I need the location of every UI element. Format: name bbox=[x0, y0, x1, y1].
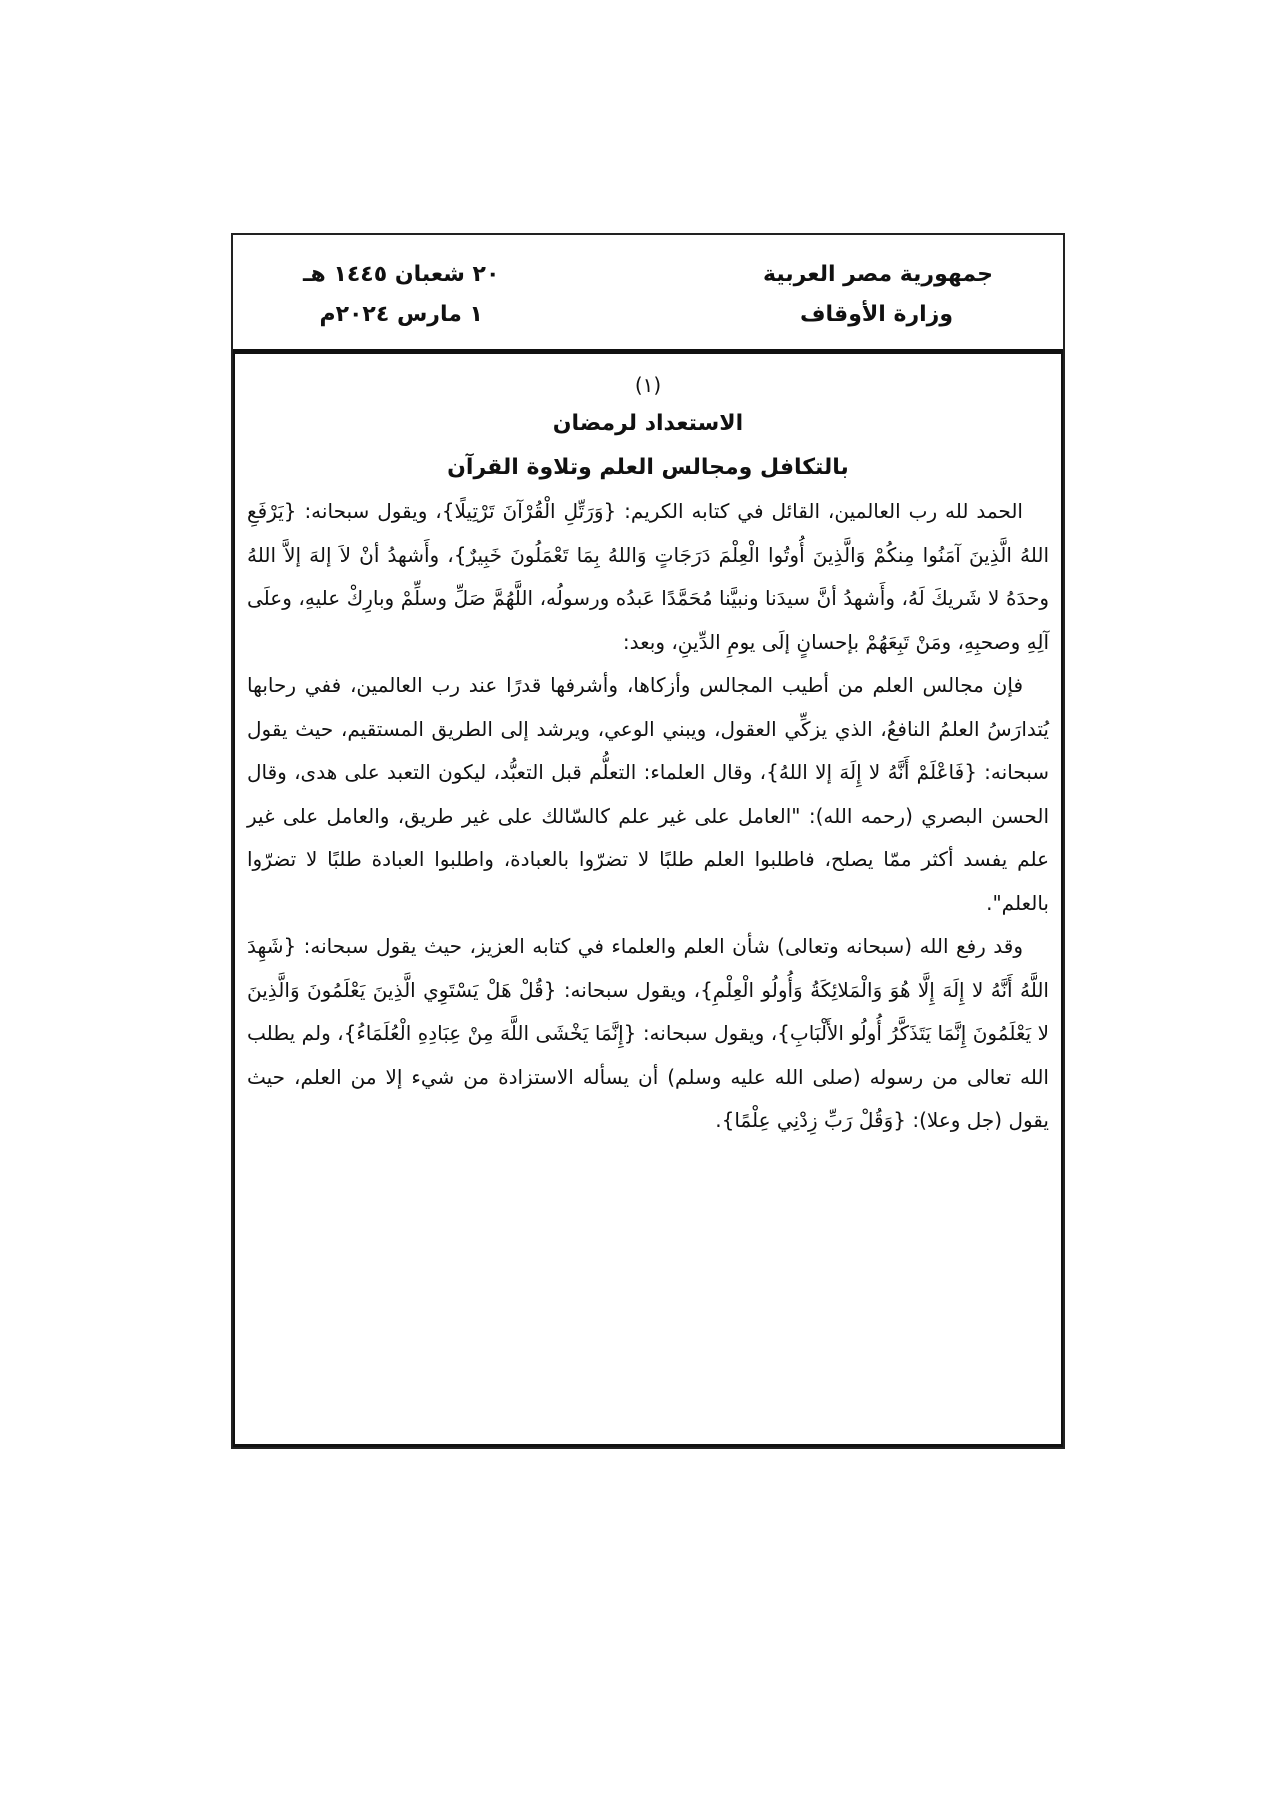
country-name: جمهورية مصر العربية bbox=[763, 262, 993, 287]
sermon-number: (١) bbox=[634, 373, 662, 397]
paragraph: الحمد لله رب العالمين، القائل في كتابه الكريم: {وَرَتِّلِ الْقُرْآنَ تَرْتِيلًا}، ويقول سبحانه: {يَرْفَعِ اللهُ الَّذِينَ آمَنُوا مِنكُمْ وَالَّذِينَ أُوتُوا الْعِلْمَ دَرَجَاتٍ وَاللهُ بِمَا تَعْمَلُونَ خَبِيرٌ}، وأَشهدُ أنْ لاَ إلهَ إلاَّ اللهُ وحدَهُ لا شَريكَ لَهُ، وأَشهدُ أنَّ سيدَنا ونبيَّنا مُحَمَّدًا عَبدُه ورسولُه، اللَّهُمَّ صَلِّ وسلِّمْ وبارِكْ عليهِ، وعلَى آلِهِ وصحبِهِ، ومَنْ تَبِعَهُمْ بإحسانٍ إلَى يومِ الدِّينِ، وبعد: bbox=[247, 499, 1049, 654]
hijri-date: ٢٠ شعبان ١٤٤٥ هـ bbox=[303, 262, 500, 287]
paragraph: وقد رفع الله (سبحانه وتعالى) شأن العلم والعلماء في كتابه العزيز، حيث يقول سبحانه: {شَهِدَ اللَّهُ أَنَّهُ لا إِلَهَ إِلَّا هُوَ وَالْمَلائِكَةُ وَأُولُو الْعِلْمِ}، ويقول سبحانه: {قُلْ هَلْ يَسْتَوِي الَّذِينَ يَعْلَمُونَ وَالَّذِينَ لا يَعْلَمُونَ إِنَّمَا يَتَذَكَّرُ أُولُو الأَلْبَابِ}، ويقول سبحانه: {إِنَّمَا يَخْشَى اللَّهَ مِنْ عِبَادِهِ الْعُلَمَاءُ}، ولم يطلب الله تعالى من رسوله (صلى الله عليه وسلم) أن يسأله الاستزادة من شيء إلا من العلم، حيث يقول (جل وعلا): {وَقُلْ رَبِّ زِدْنِي عِلْمًا}. bbox=[247, 934, 1049, 1132]
document-frame bbox=[231, 233, 1065, 1449]
gregorian-date: ١ مارس ٢٠٢٤م bbox=[319, 302, 483, 327]
date-block bbox=[303, 255, 499, 335]
document-header bbox=[233, 235, 1063, 353]
paragraph: فإن مجالس العلم من أطيب المجالس وأزكاها، وأشرفها قدرًا عند رب العالمين، ففي رحابها يُتدارَسُ العلمُ النافعُ، الذي يزكِّي العقول، ويبني الوعي، ويرشد إلى الطريق المستقيم، حيث يقول سبحانه: {فَاعْلَمْ أَنَّهُ لا إِلَهَ إلا اللهُ}، وقال العلماء: التعلُّم قبل التعبُّد، ليكون التعبد على هدى، وقال الحسن البصري (رحمه الله): "العامل على غير علم كالسّالك على غير طريق، والعامل على غير علم يفسد أكثر ممّا يصلح، فاطلبوا العلم طلبًا لا تضرّوا بالعبادة، واطلبوا العبادة طلبًا لا تضرّوا بالعلم". bbox=[247, 673, 1049, 915]
sermon-title: الاستعداد لرمضان bbox=[552, 411, 744, 436]
ministry-name: وزارة الأوقاف bbox=[799, 302, 953, 327]
sermon-body bbox=[233, 353, 1063, 1447]
sermon-subtitle: بالتكافل ومجالس العلم وتلاوة القرآن bbox=[447, 455, 849, 480]
issuer-block bbox=[763, 255, 993, 335]
